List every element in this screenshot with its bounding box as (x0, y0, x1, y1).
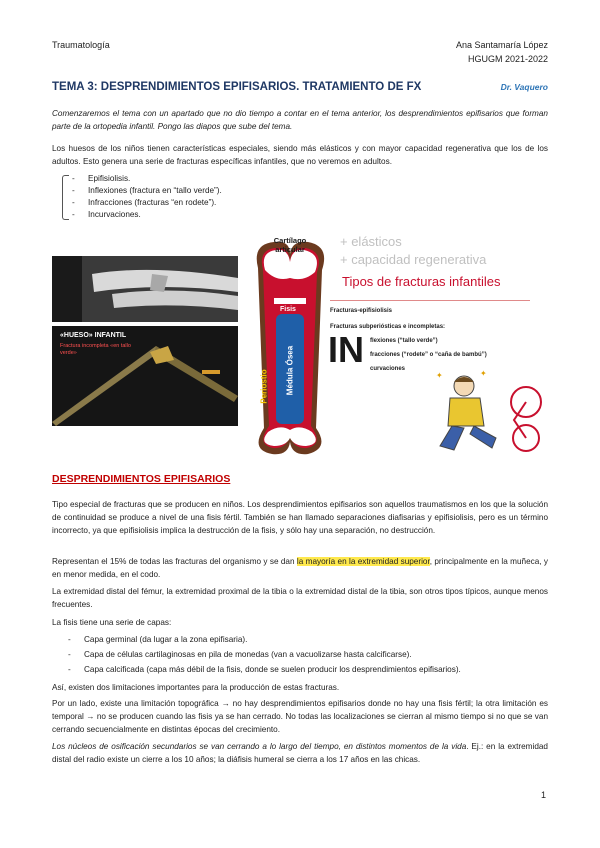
fracture-types-list (72, 173, 222, 221)
page-number: 1 (540, 790, 546, 800)
list-item: - Incurvaciones. (72, 210, 141, 219)
list-item: - Infracciones (fracturas “en rodete”). (72, 198, 217, 207)
page-title: TEMA 3: DESPRENDIMIENTOS EPIFISARIOS. TRATAMIENTO DE FX (52, 81, 422, 93)
periostio-label: Periostio (259, 369, 269, 404)
highlighted-text: la mayoría en la extremidad superior (296, 557, 430, 566)
professor-name: Dr. Vaquero (500, 82, 548, 92)
slide-item-flexiones: flexiones (“tallo verde”) (370, 338, 438, 344)
paragraph-6: Así, existen dos limitaciones importantes para la producción de estas fracturas. (52, 683, 340, 692)
medula-label: Médula Ósea (285, 345, 295, 396)
paragraph-1: Los huesos de los niños tienen características especiales, siendo más elásticos y con mayor capacidad regenerativa que los de los adultos. Esto genera una serie de fracturas específicas infantiles, que no veremos en adultos. (52, 144, 548, 166)
list-item: - Epifisiolisis. (72, 174, 131, 183)
header-course: HGUGM 2021-2022 (467, 54, 548, 64)
fisis-label: Fisis (280, 306, 296, 313)
paragraph-8: Los núcleos de osificación secundarios se van cerrando a lo largo del tiempo, en distintos momentos de la vida. Ej.: en la extremidad distal del radio existe un cierre a los 10 años; la diáfisis humeral se cierra a los 17 años en las chicas. (52, 742, 548, 764)
xray-caption-title: «HUESO» INFANTIL (60, 332, 127, 339)
plus-elastic: + elásticos (340, 234, 402, 249)
plus-regenerative: + capacidad regenerativa (340, 252, 487, 267)
list-item: - Capa de células cartilaginosas en pila de monedas (van a vacuolizarse hasta calcificarse). (68, 650, 412, 659)
cartilage-label: Cartílago articular (273, 236, 307, 254)
svg-text:✦: ✦ (436, 371, 443, 380)
section-heading: DESPRENDIMIENTOS EPIFISARIOS (52, 473, 231, 485)
greenstick-xray-image (52, 326, 238, 426)
xray-image-top (52, 256, 238, 322)
cartoon-child-bicycle-illustration (430, 368, 546, 456)
list-item: - Capa germinal (da lugar a la zona epifisaria). (68, 635, 248, 644)
paragraph-3: Representan el 15% de todas las fracturas del organismo y se dan la mayoría en la extremidad superior, principalmente en la muñeca, y en menor medida, en el codo. (52, 557, 548, 579)
paragraph-4: La extremidad distal del fémur, la extremidad proximal de la tibia o la extremidad distal de la tibia, son otros tipos típicos, aunque menos frecuentes. (52, 587, 548, 609)
slide-item-fracciones: fracciones (“rodete” o “caña de bambú”) (370, 352, 487, 358)
list-bracket (62, 175, 69, 220)
slide-divider (330, 300, 530, 301)
bone-diagram (244, 232, 336, 462)
slide-in-prefix: IN (328, 329, 364, 370)
slide-fracture-types-title: Tipos de fracturas infantiles (342, 274, 501, 289)
svg-text:✦: ✦ (480, 369, 487, 378)
intro-paragraph: Comenzaremos el tema con un apartado que no dio tiempo a contar en el tema anterior, los desprendimientos epifisarios que forman parte de la ortopedia infantil. Pongo las diapos que sube del tema. (52, 109, 548, 131)
fisis-layers-list (68, 632, 548, 677)
slide-item-curvaciones: curvaciones (370, 366, 406, 372)
slide-item-subperiosticas: Fracturas subperiósticas e incompletas: (330, 324, 446, 330)
paragraph-5: La fisis tiene una serie de capas: (52, 618, 172, 627)
paragraph-7: Por un lado, existe una limitación topográfica → no hay desprendimientos epifisarios donde no hay una fisis fértil; la otra limitación es temporal → no se producen cuando las fisis ya se han cerrado. No todas las localizaciones se cierran al mismo tiempo si no que se van cerrando secuencialmente en distintas épocas del crecimiento. (52, 699, 548, 734)
xray-caption-text: Fractura incompleta «en tallo verde» (60, 343, 131, 356)
list-item: - Inflexiones (fractura en “tallo verde”). (72, 186, 222, 195)
slide-item-epifisiolisis: Fracturas-epifisiolisis (330, 308, 393, 314)
header-subject: Traumatología (52, 40, 110, 50)
paragraph-2: Tipo especial de fracturas que se producen en niños. Los desprendimientos epifisarios son aquellos traumatismos en los que la solución de continuidad se produce a nivel de una fisis fértil. También se han llamado separaciones diafisarias y epifisiolisis, pero es un término incorrecto, ya que epifisiolisis implica la destrucción de la fisis, y sólo hay una separación, no destrucción. (52, 500, 548, 535)
header-author: Ana Santamaría López (455, 40, 548, 50)
list-item: - Capa calcificada (capa más débil de la fisis, donde se suelen producir los desprendimientos epifisarios). (68, 665, 461, 674)
